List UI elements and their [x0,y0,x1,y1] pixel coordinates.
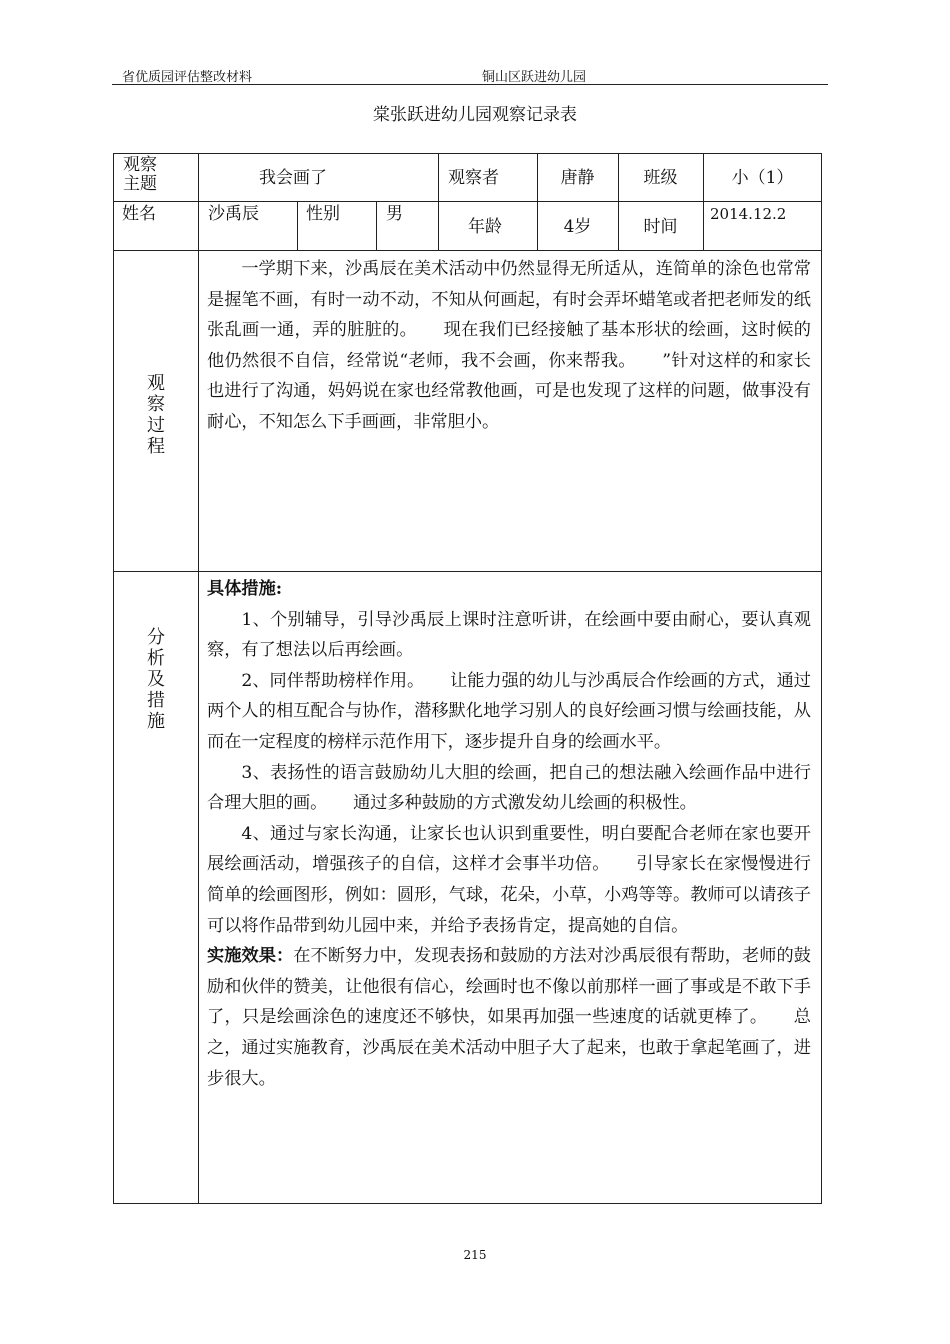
class-value: 小（1） [731,168,794,188]
topic-label-line2: 主题 [123,174,157,194]
name-value: 沙禹辰 [208,204,259,224]
time-label: 时间 [643,217,678,237]
header-center: 铜山区跃进幼儿园 [482,70,587,85]
process-paragraph: 一学期下来，沙禹辰在美术活动中仍然显得无所适从，连简单的涂色也常常是握笔不画，有时一动不动，不知从何画起，有时会弄坏蜡笔或者把老师发的纸张乱画一通，弄的脏脏的。 现在我们已经接触了基本形状的绘画，这时候的他仍然很不自信，经常说“老师，我不会画，你来帮我。 ”针对这样的和家长也进行了沟通，妈妈说在家也经常教他画，可是也发现了这样的问题，做事没有耐心，不知怎么下手画画，非常胆小。 [207,259,811,432]
analysis-text [207,574,811,1094]
analysis-label: 分析及措施 [147,627,165,732]
effect-text: 在不断努力中，发现表扬和鼓励的方法对沙禹辰很有帮助，老师的鼓励和伙伴的赞美，让他很有信心，绘画时也不像以前那样一画了事或是不敢下手了，只是绘画涂色的速度还不够快，如果再加强一些速度的话就更棒了。 总之，通过实施教育，沙禹辰在美术活动中胆子大了起来，也敢于拿起笔画了，进步很大。 [207,946,811,1089]
table-divider [438,153,439,250]
page-number: 215 [463,1248,487,1262]
table-divider [113,571,822,572]
measure-item-4: 4、通过与家长沟通，让家长也认识到重要性，明白要配合老师在家也要开展绘画活动，增强孩子的自信，这样才会事半功倍。 引导家长在家慢慢进行简单的绘画图形，例如：圆形，气球，花朵，小草，小鸡等等。教师可以请孩子可以将作品带到幼儿园中来，并给予表扬肯定，提高她的自信。 [207,823,811,936]
measure-item-3: 3、表扬性的语言鼓励幼儿大胆的绘画，把自己的想法融入绘画作品中进行合理大胆的画。 通过多种鼓励的方式激发幼儿绘画的积极性。 [207,762,811,814]
age-value: 4岁 [563,217,592,237]
measure-item-2: 2、同伴帮助榜样作用。 让能力强的幼儿与沙禹辰合作绘画的方式，通过两个人的相互配合与协作，潜移默化地学习别人的良好绘画习惯与绘画技能，从而在一定程度的榜样示范作用下，逐步提升自身的绘画水平。 [207,670,811,752]
observer-label: 观察者 [448,168,499,188]
table-divider [113,201,822,202]
table-divider [113,250,822,251]
header-left: 省优质园评估整改材料 [122,70,253,85]
table-divider [376,201,377,250]
process-text [207,254,811,438]
header-rule [112,84,828,85]
observer-value: 唐静 [560,168,595,188]
process-label: 观察过程 [147,373,165,457]
class-label: 班级 [643,168,678,188]
topic-value: 我会画了 [259,168,327,188]
name-label: 姓名 [122,204,156,224]
table-divider [198,153,199,1204]
table-divider [297,201,298,250]
time-value: 2014.12.2 [710,205,787,223]
measures-title: 具体措施: [207,579,283,599]
effect-title: 实施效果： [207,946,294,967]
age-label: 年龄 [468,217,502,237]
gender-value: 男 [386,204,403,224]
form-title: 棠张跃进幼儿园观察记录表 [373,105,577,125]
measure-item-1: 1、个别辅导，引导沙禹辰上课时注意听讲，在绘画中要由耐心，要认真观察，有了想法以后再绘画。 [207,609,811,661]
topic-label-line1: 观察 [123,155,157,175]
gender-label: 性别 [306,204,340,224]
